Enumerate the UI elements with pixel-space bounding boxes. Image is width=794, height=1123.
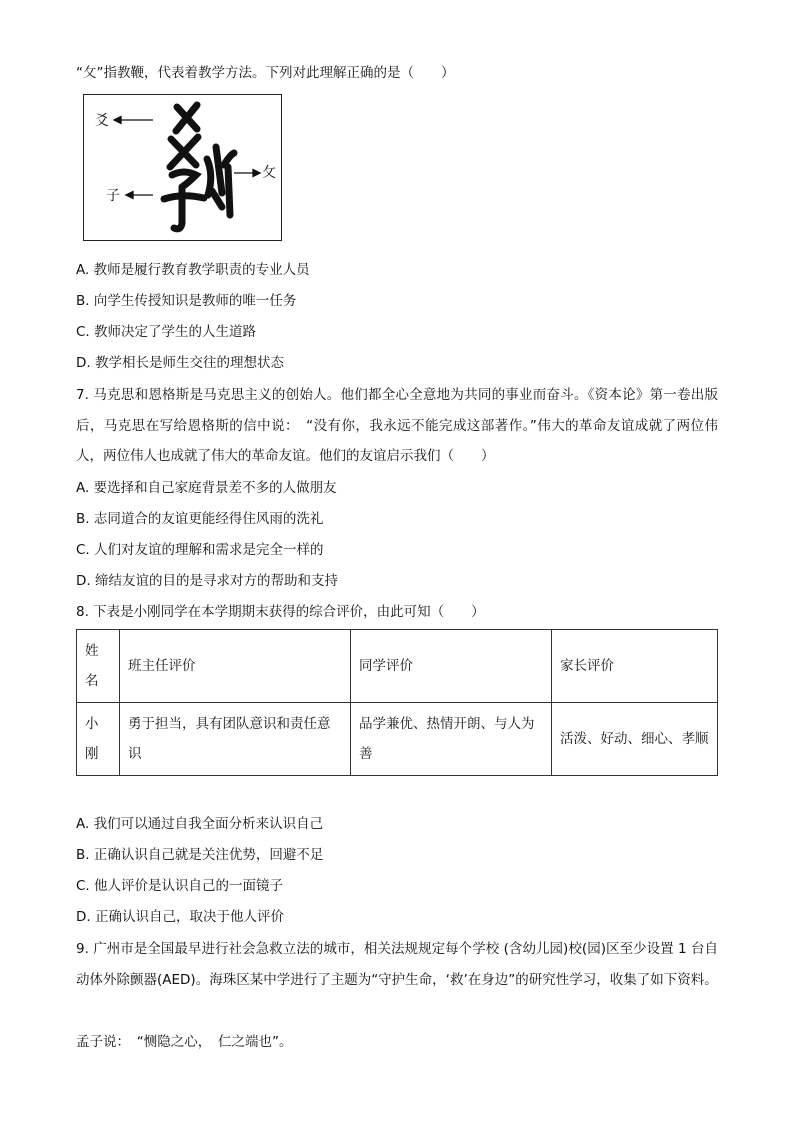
q7-option-d: D. 缔结友谊的目的是寻求对方的帮助和支持 xyxy=(76,573,338,589)
q7-option-c: C. 人们对友谊的理解和需求是完全一样的 xyxy=(76,542,324,558)
q6-option-a: A. 教师是履行教育教学职责的专业人员 xyxy=(76,262,310,278)
cell-teacher: 勇于担当，具有团队意识和责任意识 xyxy=(120,703,351,776)
q6-option-c: C. 教师决定了学生的人生道路 xyxy=(76,324,257,340)
cell-classmates: 品学兼优、热情开朗、与人为善 xyxy=(351,703,552,776)
q8-option-c: C. 他人评价是认识自己的一面镜子 xyxy=(76,878,284,894)
figure-label-top: 爻 xyxy=(95,113,109,129)
header-parents: 家长评价 xyxy=(552,630,718,703)
header-classmates: 同学评价 xyxy=(351,630,552,703)
q7-option-a: A. 要选择和自己家庭背景差不多的人做朋友 xyxy=(76,480,337,496)
q8-option-d: D. 正确认识自己，取决于他人评价 xyxy=(76,909,284,925)
character-figure xyxy=(83,94,282,241)
q9-quote: 孟子说： “恻隐之心， 仁之端也”。 xyxy=(76,1034,293,1050)
q8-option-a: A. 我们可以通过自我全面分析来认识自己 xyxy=(76,816,324,832)
cell-parents: 活泼、好动、细心、孝顺 xyxy=(552,703,718,776)
header-name: 姓名 xyxy=(77,630,120,703)
q8-stem: 8. 下表是小刚同学在本学期期末获得的综合评价，由此可知（ ） xyxy=(76,604,485,620)
figure-label-right: 攵 xyxy=(262,165,276,181)
evaluation-table xyxy=(76,629,718,776)
q8-option-b: B. 正确认识自己就是关注优势，回避不足 xyxy=(76,847,324,863)
table-header-row xyxy=(77,630,718,703)
q6-option-b: B. 向学生传授知识是教师的唯一任务 xyxy=(76,293,297,309)
cell-name: 小刚 xyxy=(77,703,120,776)
table-row xyxy=(77,703,718,776)
ancient-character-glyph xyxy=(84,95,281,240)
header-teacher: 班主任评价 xyxy=(120,630,351,703)
q9-stem: 9. 广州市是全国最早进行社会急救立法的城市，相关法规规定每个学校 (含幼儿园)校(园)区至少设置 1 台自动体外除颤器(AED)。海珠区某中学进行了主题为“守护生命，‘救’在身边”的研究性学习，收集了如下资料。 xyxy=(76,941,718,988)
figure-label-bottom: 子 xyxy=(106,188,120,204)
q7-stem: 7. 马克思和恩格斯是马克思主义的创始人。他们都全心全意地为共同的事业而奋斗。《资本论》第一卷出版后，马克思在写给恩格斯的信中说： “没有你，我永远不能完成这部著作。”伟大的革命友谊成就了两位伟人，两位伟人也成就了伟大的革命友谊。他们的友谊启示我们（ ） xyxy=(76,387,718,464)
q6-stem: “攵”指教鞭，代表着教学方法。下列对此理解正确的是（ ） xyxy=(76,65,455,81)
q7-option-b: B. 志同道合的友谊更能经得住风雨的洗礼 xyxy=(76,511,324,527)
q6-option-d: D. 教学相长是师生交往的理想状态 xyxy=(76,355,284,371)
